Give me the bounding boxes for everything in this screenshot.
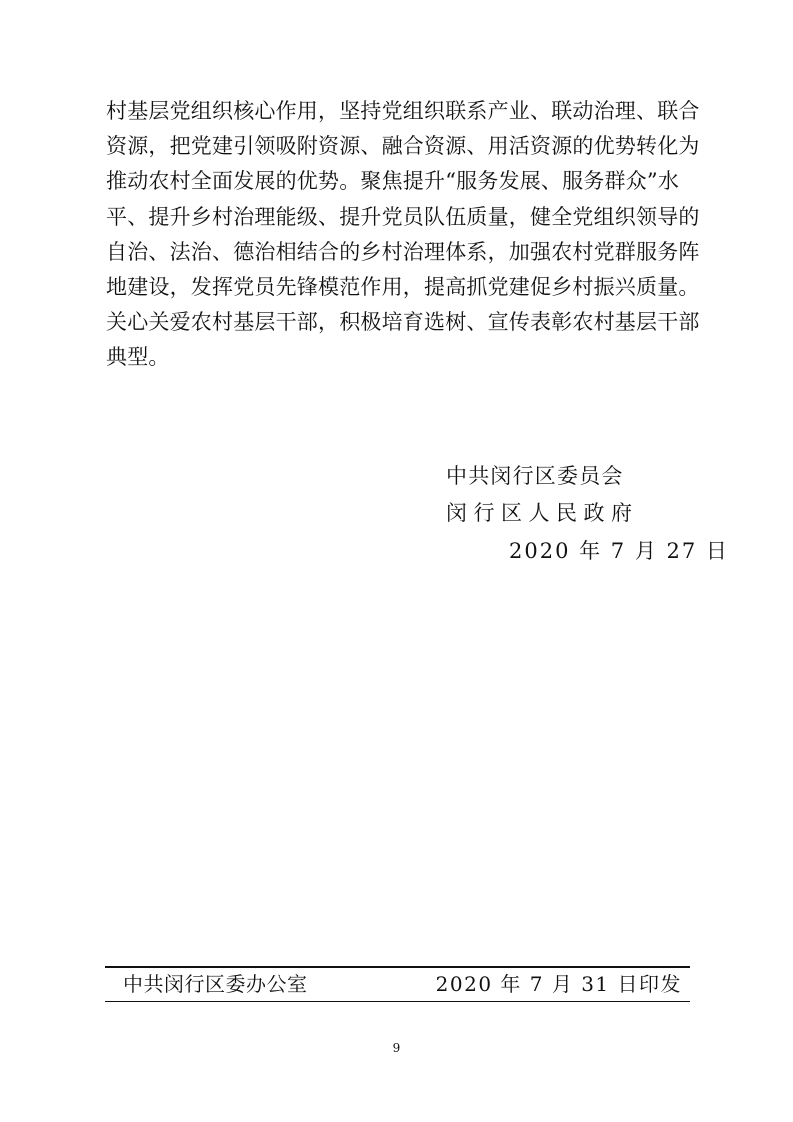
body-line: 地建设，发挥党员先锋模范作用，提高抓党建促乡村振兴质量。 — [106, 274, 700, 299]
footer-top-rule — [105, 966, 690, 968]
footer-bottom-rule — [105, 1001, 690, 1002]
body-line: 村基层党组织核心作用，坚持党组织联系产业、联动治理、联合 — [106, 99, 700, 123]
footer-issue-date: 2020 年 7 月 31 日印发 — [435, 972, 682, 996]
page-number: 9 — [392, 1041, 401, 1055]
signature-government: 闵行区人民政府 — [446, 501, 639, 525]
document-body-text — [106, 94, 706, 376]
body-line: 关心关爱农村基层干部，积极培育选树、宣传表彰农村基层干部 — [106, 310, 700, 335]
body-line: 推动农村全面发展的优势。聚焦提升“服务发展、服务群众”水 — [106, 169, 680, 194]
body-line: 资源，把党建引领吸附资源、融合资源、用活资源的优势转化为 — [106, 134, 700, 159]
signature-date: 2020 年 7 月 27 日 — [509, 539, 729, 563]
body-line: 典型。 — [106, 345, 170, 370]
signature-party-committee: 中共闵行区委员会 — [446, 464, 624, 488]
body-line: 自治、法治、德治相结合的乡村治理体系，加强农村党群服务阵 — [106, 239, 700, 264]
body-line: 平、提升乡村治理能级、提升党员队伍质量，健全党组织领导的 — [106, 204, 700, 229]
footer-issuer: 中共闵行区委办公室 — [123, 972, 308, 996]
